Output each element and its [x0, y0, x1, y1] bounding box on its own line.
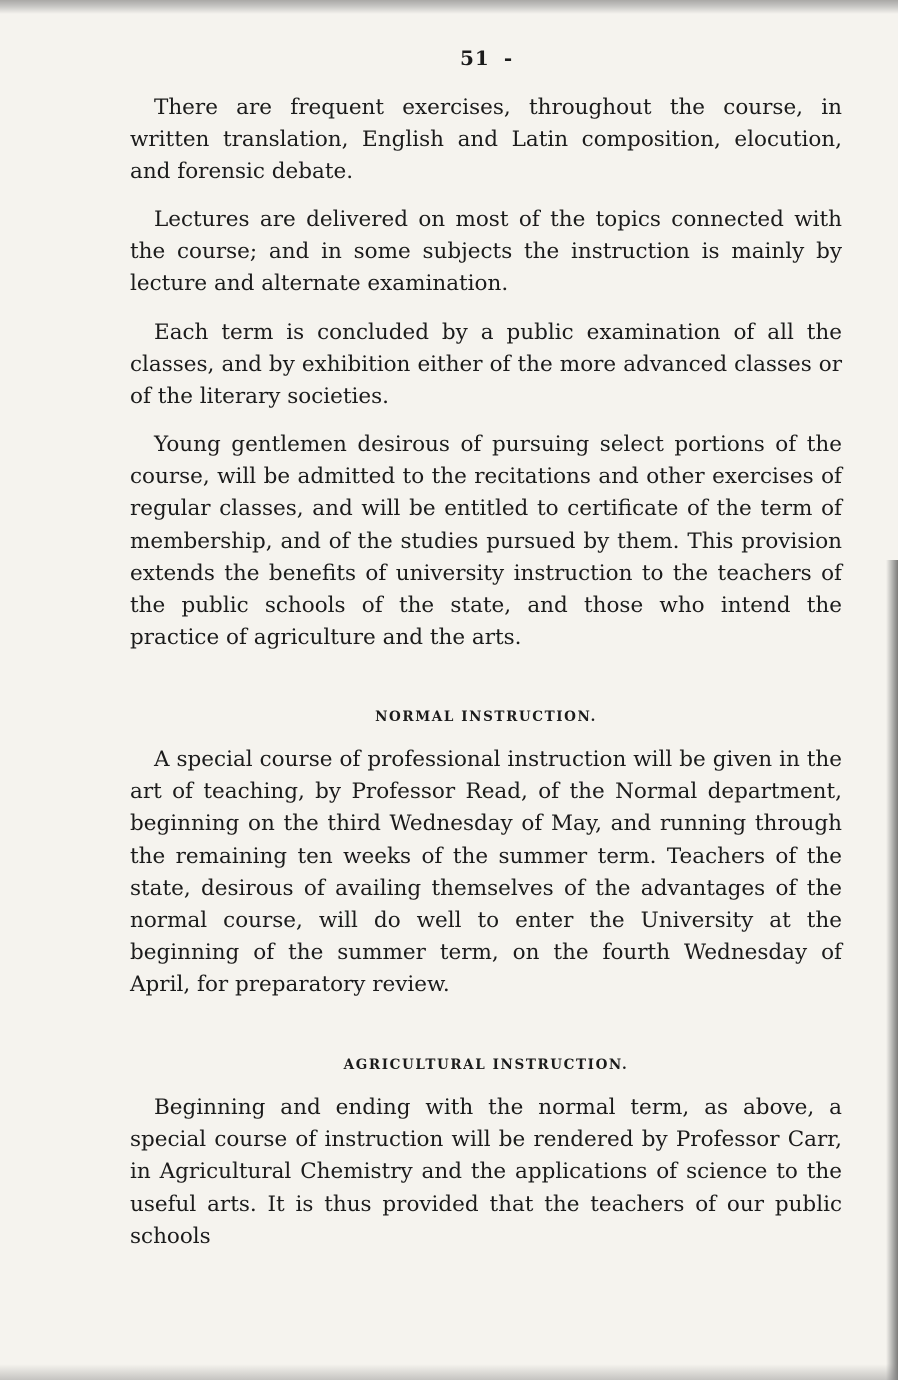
page-top-edge	[0, 0, 898, 14]
paragraph-text: Lectures are delivered on most of the topics connected with the course; and in some subjects the instruction is mainly by lecture and alternate examination.	[130, 207, 842, 297]
page-right-edge	[886, 560, 898, 1380]
paragraph-text: There are frequent exercises, throughout the course, in written translation, English and Latin composition, elocution, and forensic debate.	[130, 95, 842, 185]
paragraph-text: A special course of professional instruction will be given in the art of teaching, by Professor Read, of the Normal department, beginning on the third Wednesday of May, and running through the remaining ten weeks of the summer term. Teachers of the state, desirous of availing themselves of the advantages of the normal course, will do well to enter the University at the beginning of the summer term, on the fourth Wednesday of April, for preparatory review.	[130, 747, 842, 998]
paragraph-text: Beginning and ending with the normal term, as above, a special course of instruction will be rendered by Professor Carr, in Agricultural Chemistry and the applications of science to the useful arts. It is thus provided that the teachers of our public schools	[130, 1095, 842, 1249]
page-number-mark: -	[503, 46, 514, 70]
page-bottom-edge	[0, 1364, 898, 1380]
section-heading-agricultural: AGRICULTURAL INSTRUCTION.	[343, 1057, 629, 1073]
page-number-value: 51	[460, 46, 490, 70]
paragraph-agricultural-instruction	[130, 1092, 842, 1253]
section-heading-normal: NORMAL INSTRUCTION.	[375, 709, 597, 725]
paragraph-text: Young gentlemen desirous of pursuing select portions of the course, will be admitted to the recitations and other exercises of regular classes, and will be entitled to certificate of the term of membership, and of the studies pursued by them. This provision extends the benefits of university instruction to the teachers of the public schools of the state, and those who intend the practice of agriculture and the arts.	[130, 432, 842, 651]
paragraph-select-portions	[130, 429, 842, 654]
page-number	[460, 46, 513, 70]
paragraph-text: Each term is concluded by a public examination of all the classes, and by exhibition either of the more advanced classes or of the literary societies.	[130, 320, 842, 410]
paragraph-exercises	[130, 92, 842, 189]
paragraph-normal-instruction	[130, 744, 842, 1002]
paragraph-examination	[130, 317, 842, 414]
paragraph-lectures	[130, 204, 842, 301]
